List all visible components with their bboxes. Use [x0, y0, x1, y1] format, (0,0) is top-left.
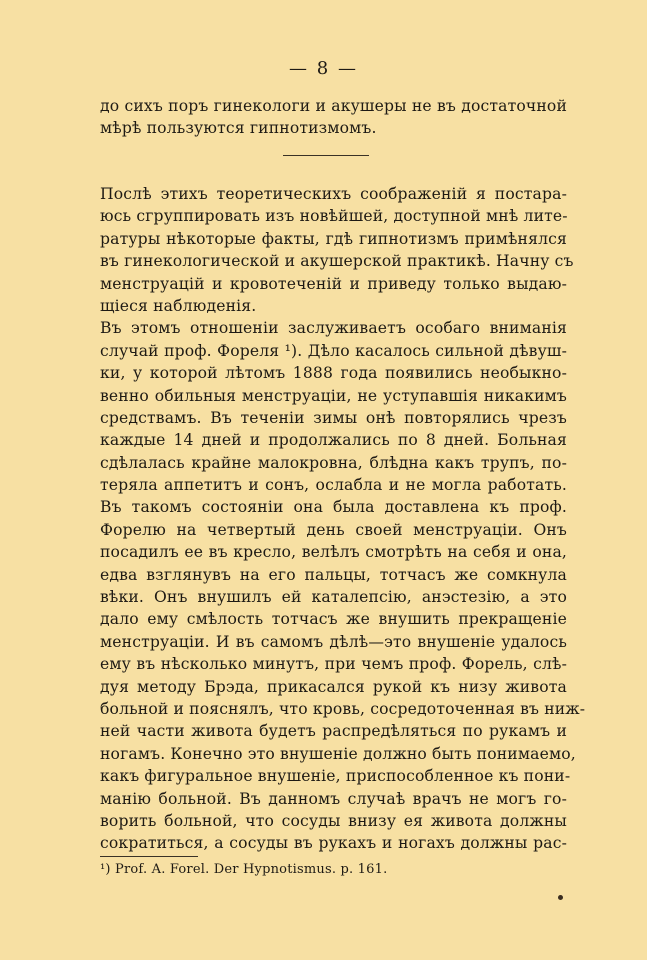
text-line: каждые 14 дней и продолжались по 8 дней. Больная: [100, 431, 567, 450]
text-line: Форелю на четвертый день своей менструаціи. Онъ: [100, 520, 567, 539]
text-line: больной и пояснялъ, что кровь, сосредоточенная въ ниж-: [100, 699, 586, 718]
ink-speck: [558, 895, 563, 900]
text-line: Въ этомъ отношеніи заслуживаетъ особаго вниманія: [100, 319, 567, 338]
footnote: ¹) Prof. A. Forel. Der Hypnotismus. p. 161.: [100, 862, 388, 877]
text-line: теряла аппетитъ и сонъ, ослабла и не могла работать.: [100, 476, 567, 495]
section-separator: [283, 155, 369, 156]
text-line: случай проф. Фореля ¹). Дѣло касалось сильной дѣвуш-: [100, 341, 567, 360]
text-line: средствамъ. Въ теченіи зимы онѣ повторялись чрезъ: [100, 408, 567, 427]
text-line: манію больной. Въ данномъ случаѣ врачъ не могъ го-: [100, 789, 567, 808]
text-line: сдѣлалась крайне малокровна, блѣдна какъ трупъ, по-: [100, 453, 567, 472]
text-line: Въ такомъ состояніи она была доставлена къ проф.: [100, 498, 567, 517]
text-line: ратуры нѣкоторые факты, гдѣ гипнотизмъ примѣнялся: [100, 229, 567, 248]
text-line: юсь сгруппировать изъ новѣйшей, доступной мнѣ лите-: [100, 207, 568, 226]
text-line: ворить больной, что сосуды внизу ея живота должны: [100, 811, 567, 830]
page-number: — 8 —: [289, 58, 358, 79]
main-text: [100, 183, 586, 855]
text-line: Послѣ этихъ теоретическихъ соображеній я постара-: [100, 185, 567, 203]
text-line: щіеся наблюденія.: [100, 296, 257, 315]
text-line: мѣрѣ пользуются гипнотизмомъ.: [100, 119, 377, 138]
text-line: менструаціи. И въ самомъ дѣлѣ—это внушеніе удалось: [100, 632, 567, 651]
intro-paragraph: [100, 95, 567, 140]
text-line: сократиться, а сосуды въ рукахъ и ногахъ должны рас-: [100, 834, 567, 853]
text-line: вѣки. Онъ внушилъ ей каталепсію, анэстезію, а это: [100, 588, 567, 607]
text-line: до сихъ поръ гинекологи и акушеры не въ достаточной: [100, 97, 567, 115]
text-line: дуя методу Брэда, прикасался рукой къ низу живота: [100, 677, 567, 696]
text-line: въ гинекологической и акушерской практикѣ. Начну съ: [100, 252, 574, 271]
footnote-rule: [100, 856, 198, 857]
text-line: венно обильныя менструаціи, не уступавшія никакимъ: [100, 386, 567, 405]
text-line: ему въ нѣсколько минутъ, при чемъ проф. Форель, слѣ-: [100, 655, 567, 674]
text-line: менструацій и кровотеченій и приведу только выдаю-: [100, 274, 567, 293]
text-line: какъ фигуральное внушеніе, приспособленное къ пони-: [100, 767, 571, 786]
text-line: ногамъ. Конечно это внушеніе должно быть понимаемо,: [100, 744, 576, 763]
text-line: дало ему смѣлость тотчасъ же внушить прекращеніе: [100, 610, 567, 629]
text-line: ки, у которой лѣтомъ 1888 года появились необыкно-: [100, 364, 567, 383]
text-line: ней части живота будетъ распредѣляться по рукамъ и: [100, 722, 567, 741]
text-line: едва взглянувъ на его пальцы, тотчасъ же сомкнула: [100, 565, 567, 584]
text-line: посадилъ ее въ кресло, велѣлъ смотрѣть на себя и она,: [100, 543, 567, 562]
